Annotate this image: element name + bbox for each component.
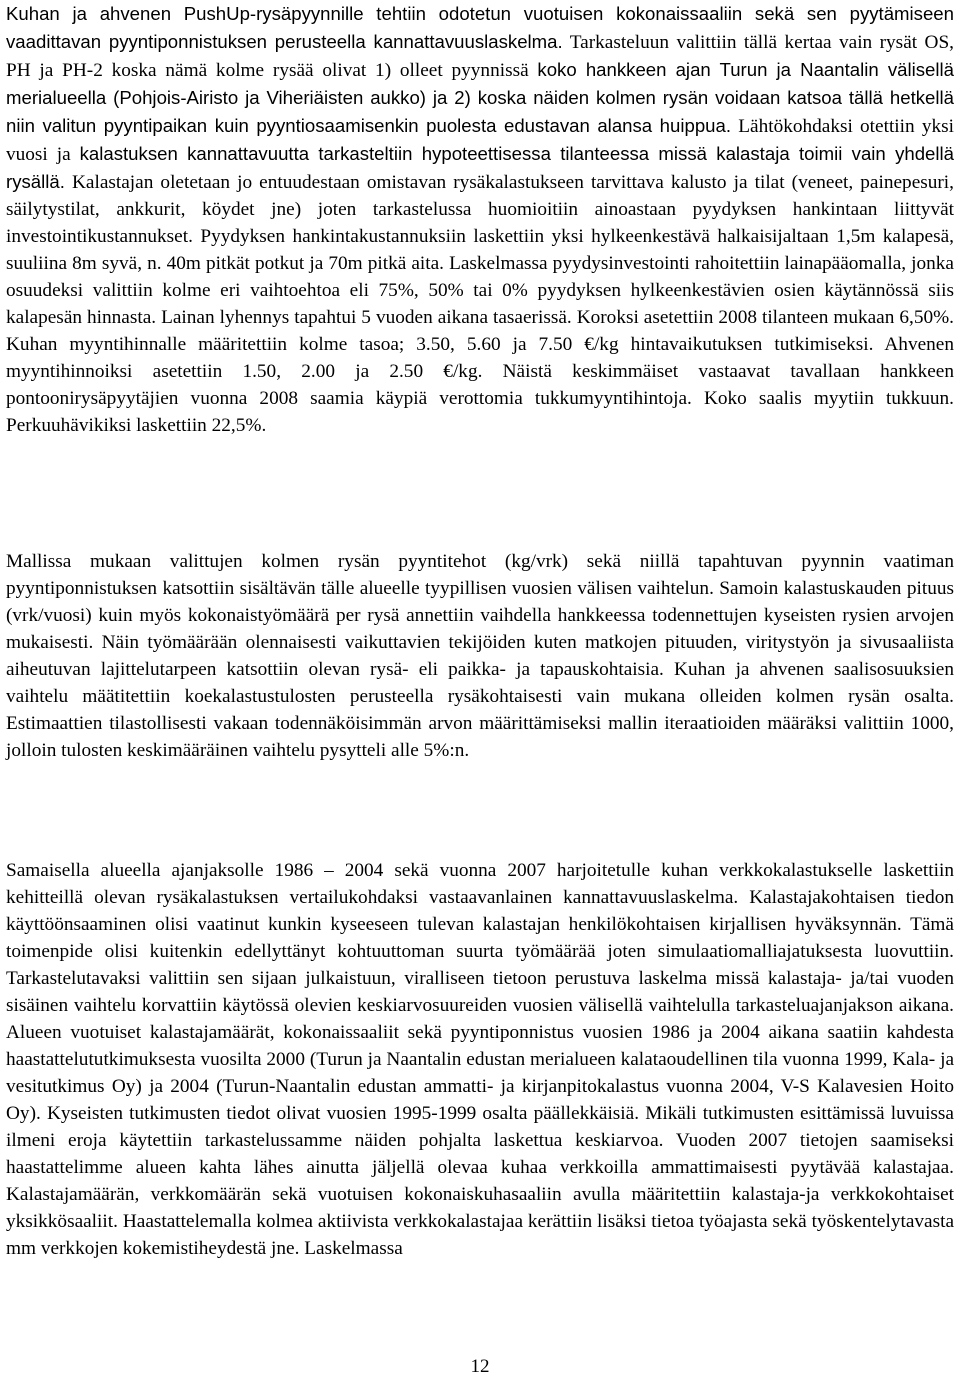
paragraph-2 (6, 548, 954, 764)
paragraph-1-text: Kalastajan oletetaan jo entuudestaan omistavan rysäkalastukseen tarvittava kalusto ja tilat (veneet, painepesuri, säilytystilat, ankkurit, köydet jne) joten tarkastelussa huomioitiin ainoastaan pyydyksen hankintaan liittyvät investointikustannukset. Pyydyksen hankintakustannuksiin laskettiin yksi hylkeenkestävä halkaisijaltaan 1,5m kalapesä, suuliina 8m syvä, n. 40m pitkät potkut ja 70m pitkä aita. Laskelmassa pyydysinvestointi rahoitettiin lainapääomalla, jonka osuudeksi valittiin kolme eri vaihtoehtoa eli 75%, 50% tai 0% pyydyksen hylkeenkestävien osien käytännössä siis kalapesän hinnasta. Lainan lyhennys tapahtui 5 vuoden aikana tasaerissä. Koroksi asetettiin 2008 tilanteen mukaan 6,50%. Kuhan myyntihinnalle määritettiin kolme tasoa; 3.50, 5.60 ja 7.50 €/kg hintavaikutuksen tutkimiseksi. Ahvenen myyntihinnoiksi asetettiin 1.50, 2.00 ja 2.50 €/kg. Näistä keskimmäiset vastaavat tavallaan hankkeen pontoonirysäpyytäjien vuonna 2008 saamia käypiä verottomia tukkumyyntihintoja. Koko saalis myytiin tukkuun. Perkuuhävikiksi laskettiin 22,5%. (6, 172, 954, 436)
paragraph-3 (6, 857, 954, 1262)
paragraph-2-text: Mallissa mukaan valittujen kolmen rysän pyyntitehot (kg/vrk) sekä niillä tapahtuvan pyynnin vaatiman pyyntiponnistuksen katsottiin sisältävän tälle alueelle tyypillisen vuosien välisen vaihtelun. Samoin kalastuskauden pituus (vrk/vuosi) kuin myös kokonaistyömäärä per rysä annettiin vaihdella hankkeessa todennettujen kyseisten rysien arvojen mukaisesti. Näin työmäärään olennaisesti vaikuttavien tekijöiden kuten matkojen pituuden, viritystyön ja sivusaaliista aiheutuvan lajittelutarpeen katsottiin olevan rysä- eli paikka- ja tapauskohtaisia. Kuhan ja ahvenen saalisosuuksien vaihtelu määtitettiin koekalastustulosten perusteella rysäkohtaisesti vain mukana olleiden kolmen rysän osalta. Estimaattien tilastollisesti vakaan todennäköisimmän arvon määrittämiseksi mallin iteraatioiden määräksi valittiin 1000, jolloin tulosten keskimääräinen vaihtelu pysytteli alle 5%:n. (6, 551, 954, 761)
paragraph-1-text: koko hankkeen ajan Turun ja Naantalin välisellä merialueella (Pohjois-Airisto ja Viheriäisten aukko) ja 2) koska näiden kolmen rysän voidaan katsoa tällä hetkellä niin valitun pyyntipaikan kuin pyyntiosaamisenkin puolesta edustavan alansa huippua. (6, 59, 954, 136)
paragraph-3-text: Samaisella alueella ajanjaksolle 1986 – 2004 sekä vuonna 2007 harjoitetulle kuhan verkkokalastukselle laskettiin kehitteillä olevan rysäkalastuksen vertailukohdaksi vastaavanlainen kannattavuuslaskelma. Kalastajakohtaisen tiedon käyttöönsaaminen olisi vaatinut kunkin kyseeseen tulevan kalastajan henkilökohtaisen kirjallisen hyväksynnän. Tämä toimenpide olisi kuitenkin edellyttänyt kohtuuttoman suurta työmäärää joten simulaatiomalliajatuksesta luovuttiin. Tarkastelutavaksi valittiin sen sijaan julkaistuun, viralliseen tietoon perustuva laskelma missä kalastaja- ja/tai vuoden sisäinen vaihtelu korvattiin käytössä olevien keskiarvosuureiden vuosien välisellä vaihtelulla tarkasteluajanjakson aikana. Alueen vuotuiset kalastajamäärät, kokonaissaaliit sekä pyyntiponnistus vuosien 1986 ja 2004 aikana saatiin kahdesta haastattelututkimuksesta vuosilta 2000 (Turun ja Naantalin edustan merialueen kalataoudellinen tila vuonna 1999, Kala- ja vesitutkimus Oy) ja 2004 (Turun-Naantalin edustan ammatti- ja kirjanpitokalastus vuonna 2004, V-S Kalavesien Hoito Oy). Kyseisten tutkimusten tiedot olivat vuosien 1995-1999 osalta päällekkäisiä. Mikäli tutkimusten esittämissä luvuissa ilmeni eroja käytettiin tarkastelussamme näiden pohjalta laskettua keskiarvoa. Vuoden 2007 tietojen saamiseksi haastattelimme alueen kahta lähes ainutta jäljellä olevaa kuhaa verkkoilla ammattimaisesti pyytävää kalastajaa. Kalastajamäärän, verkkomäärän sekä vuotuisen kokonaiskuhasaaliin avulla määritettiin kalastaja-ja verkkokohtaiset yksikkösaaliit. Haastattelemalla kolmea aktiivista verkkokalastajaa kerättiin lisäksi tietoa työajasta sekä työskentelytavasta mm verkkojen kokemistiheydestä jne. Laskelmassa (6, 860, 954, 1259)
paragraph-1-text: kalastuksen kannattavuutta tarkasteltiin hypoteettisessa tilanteessa missä kalastaja toimii vain yhdellä rysällä. (6, 143, 954, 192)
paragraph-1-text: Lähtökohdaksi otettiin yksi vuosi ja (6, 116, 954, 165)
page-number: 12 (470, 1356, 490, 1377)
paragraph-1-text: Kuhan ja ahvenen PushUp-rysäpyynnille tehtiin odotetun vuotuisen kokonaissaaliin sekä sen pyytämiseen vaadittavan pyyntiponnistuksen perusteella kannattavuuslaskelma. (6, 3, 954, 52)
paragraph-1-text: Tarkasteluun valittiin tällä kertaa vain rysät OS, PH ja PH-2 koska nämä kolme rysää olivat 1) olleet pyynnissä (6, 32, 954, 81)
paragraph-1 (6, 0, 954, 439)
